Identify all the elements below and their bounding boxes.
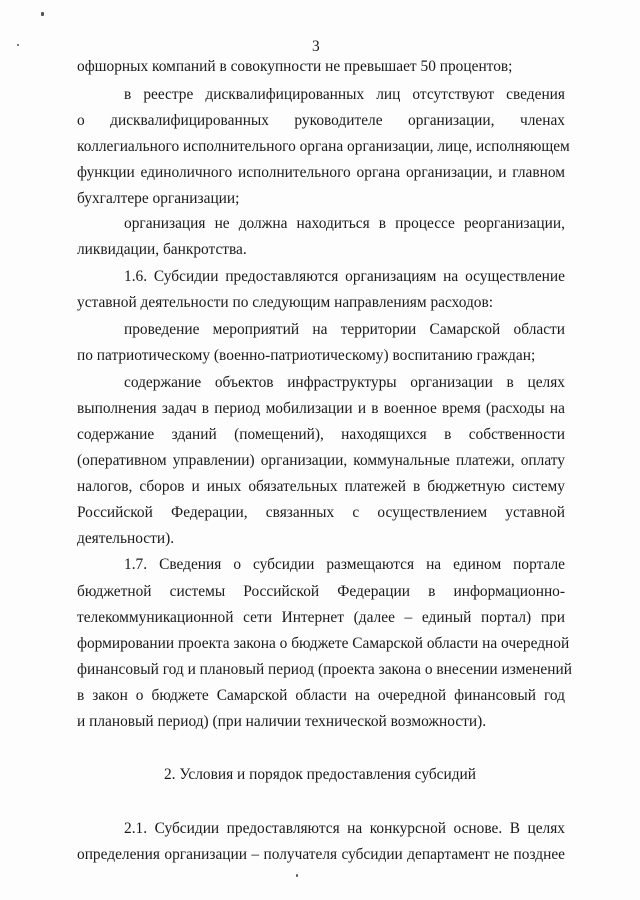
scan-speck [41, 12, 44, 16]
section-heading: 2. Условия и порядок предоставления субсидий [163, 766, 477, 783]
text-line: в закон о бюджете Самарской области на очередной финансовый год [77, 687, 565, 704]
text-line: ликвидации, банкротства. [77, 241, 247, 258]
text-line: формировании проекта закона о бюджете Самарской области на очередной [77, 635, 570, 652]
text-line: финансовый год и плановый период (проекта закона о внесении изменений [77, 661, 572, 678]
text-line: деятельности). [77, 530, 175, 547]
text-line: в реестре дисквалифицированных лиц отсутствуют сведения [124, 86, 565, 103]
text-line: проведение мероприятий на территории Самарской области [124, 321, 565, 338]
text-line: содержание зданий (помещений), находящихся в собственности [77, 426, 565, 443]
scan-speck [17, 44, 19, 46]
text-line: бухгалтере организации; [77, 190, 240, 207]
text-line: содержание объектов инфраструктуры организации в целях [124, 374, 565, 391]
text-line: 2.1. Субсидии предоставляются на конкурсной основе. В целях [124, 820, 565, 837]
text-line: 1.6. Субсидии предоставляются организациям на осуществление [124, 268, 565, 285]
text-line: (оперативном управлении) организации, коммунальные платежи, оплату [77, 452, 565, 469]
text-line: функции единоличного исполнительного органа организации, и главном [77, 164, 565, 181]
text-line: определения организации – получателя субсидии департамент не позднее [77, 846, 565, 863]
text-line: коллегиального исполнительного органа организации, лице, исполняющем [77, 138, 570, 155]
text-line: по патриотическому (военно-патриотическому) воспитанию граждан; [77, 347, 536, 364]
page-number: 3 [312, 38, 320, 55]
text-line: телекоммуникационной сети Интернет (далее – единый портал) при [77, 609, 565, 626]
text-line: 1.7. Сведения о субсидии размещаются на едином портале [124, 556, 565, 573]
text-line: о дисквалифицированных руководителе организации, членах [77, 112, 565, 129]
text-line: и плановый период) (при наличии технической возможности). [77, 713, 487, 730]
text-line: налогов, сборов и иных обязательных платежей в бюджетную систему [77, 478, 565, 495]
text-line: организация не должна находиться в процессе реорганизации, [124, 215, 565, 232]
text-line: офшорных компаний в совокупности не превышает 50 процентов; [77, 58, 513, 75]
text-line: Российской Федерации, связанных с осуществлением уставной [77, 504, 565, 521]
text-line: выполнения задач в период мобилизации и в военное время (расходы на [77, 400, 565, 417]
scan-speck [296, 874, 298, 877]
text-line: уставной деятельности по следующим направлениям расходов: [77, 294, 494, 311]
text-line: бюджетной системы Российской Федерации в информационно- [77, 583, 565, 600]
